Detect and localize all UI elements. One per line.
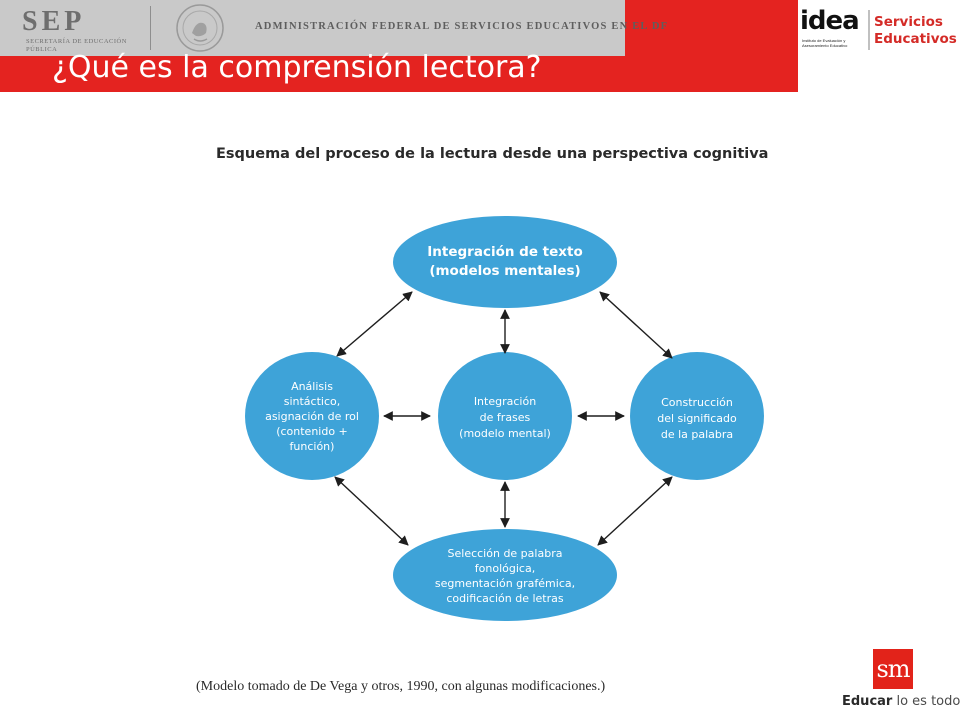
- admin-banner-text: ADMINISTRACIÓN FEDERAL DE SERVICIOS EDUCATIVOS EN EL DF: [255, 21, 669, 32]
- node-left-line-5: función): [289, 439, 335, 453]
- node-left-line-2: sintáctico,: [283, 394, 341, 408]
- node-top-line-2: (modelos mentales): [429, 263, 581, 279]
- diagram-caption: (Modelo tomado de De Vega y otros, 1990, con algunas modificaciones.): [196, 679, 606, 694]
- arrow-top-left: [337, 292, 412, 356]
- node-right-label: [632, 392, 762, 446]
- arrow-left-bottom: [335, 477, 408, 545]
- node-left-line-3: asignación de rol: [265, 409, 359, 423]
- tagline-bold: Educar: [842, 694, 893, 709]
- node-center-line-1: Integración: [473, 395, 537, 408]
- idea-logo-subtitle: Instituto de Evaluación y Asesoramiento Educativo: [802, 38, 848, 48]
- sm-tagline: [842, 694, 960, 709]
- node-bottom-line-4: codificación de letras: [446, 592, 564, 605]
- diagram-title: Esquema del proceso de la lectura desde una perspectiva cognitiva: [216, 146, 769, 162]
- node-left-line-1: Análisis: [291, 379, 333, 393]
- node-center-label: [440, 390, 570, 446]
- tagline-rest: lo es todo: [892, 694, 960, 709]
- slide-title: ¿Qué es la comprensión lectora?: [52, 50, 542, 85]
- node-top-line-1: Integración de texto: [427, 244, 583, 260]
- idea-logo: idea: [800, 6, 859, 36]
- node-bottom-line-2: fonológica,: [474, 562, 536, 575]
- sep-logo: SEP: [22, 6, 86, 37]
- servicios-line-2: Educativos: [874, 31, 957, 47]
- sep-logo-subtitle: SECRETARÍA DE EDUCACIÓN PÚBLICA: [26, 38, 127, 53]
- node-bottom-label: [410, 540, 600, 612]
- servicios-line-1: Servicios: [874, 14, 943, 30]
- node-right-line-1: Construcción: [661, 396, 733, 409]
- node-center-line-3: (modelo mental): [459, 427, 551, 440]
- node-center-line-2: de frases: [479, 411, 531, 424]
- node-bottom-line-1: Selección de palabra: [447, 547, 563, 560]
- node-left-label: [250, 368, 374, 464]
- arrow-right-bottom: [598, 477, 672, 545]
- node-left-line-4: (contenido +: [276, 424, 348, 438]
- node-right-line-2: del significado: [657, 412, 737, 425]
- node-bottom-line-3: segmentación grafémica,: [434, 577, 576, 590]
- arrow-top-right: [600, 292, 672, 358]
- node-top-label: [400, 238, 610, 286]
- node-right-line-3: de la palabra: [660, 428, 734, 441]
- sm-logo: sm: [873, 649, 913, 689]
